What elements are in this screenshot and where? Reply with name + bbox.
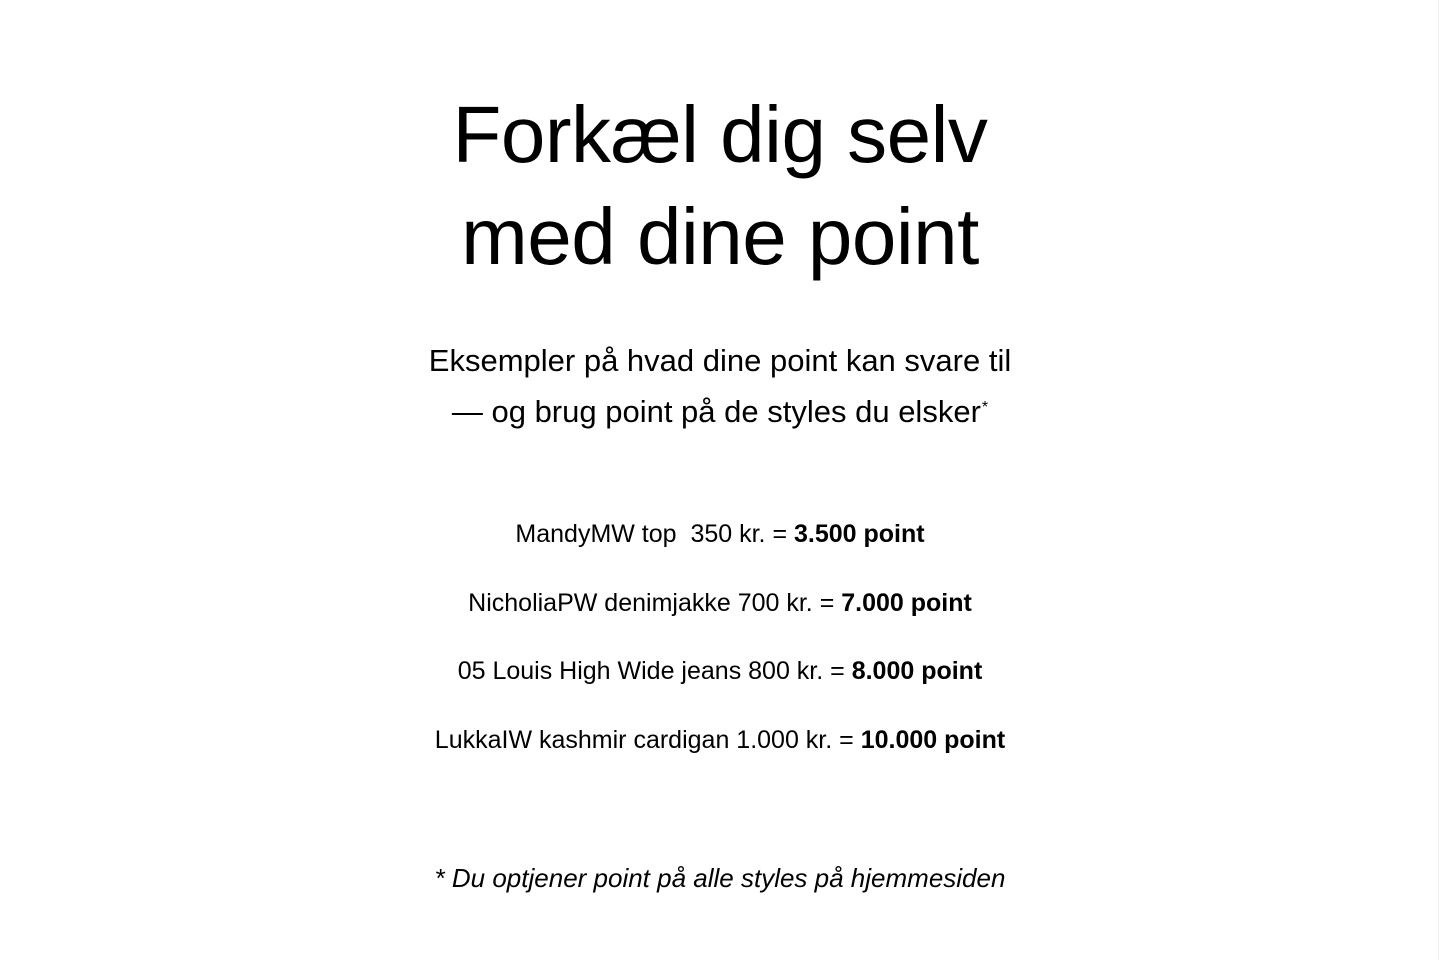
example-points: 7.000 point bbox=[841, 588, 972, 617]
example-product-price: 05 Louis High Wide jeans 800 kr. = bbox=[457, 657, 852, 685]
footnote-marker: * bbox=[981, 399, 989, 416]
example-product-price: NicholiaPW denimjakke 700 kr. = bbox=[468, 588, 842, 617]
headline bbox=[0, 84, 1440, 288]
example-product-price: MandyMW top 350 kr. = bbox=[515, 520, 794, 548]
example-points: 10.000 point bbox=[860, 725, 1006, 754]
example-points: 3.500 point bbox=[794, 520, 925, 548]
example-item bbox=[0, 516, 1440, 552]
headline-line-1: Forkæl dig selv bbox=[452, 90, 988, 179]
example-product-price: LukkaIW kashmir cardigan 1.000 kr. = bbox=[434, 725, 861, 754]
example-item bbox=[0, 653, 1440, 689]
subheading-line-1: Eksempler på hvad dine point kan svare til bbox=[428, 343, 1012, 378]
example-item bbox=[0, 585, 1440, 621]
footnote: * Du optjener point på alle styles på hjemmesiden bbox=[434, 863, 1006, 893]
subheading-line-2-text: — og brug point på de styles du elsker bbox=[451, 394, 981, 429]
subheading-line-2 bbox=[0, 386, 1440, 437]
subheading bbox=[0, 335, 1440, 437]
points-examples-list bbox=[0, 516, 1440, 790]
example-points: 8.000 point bbox=[851, 657, 983, 685]
example-item bbox=[0, 722, 1440, 758]
headline-line-2: med dine point bbox=[461, 192, 979, 281]
